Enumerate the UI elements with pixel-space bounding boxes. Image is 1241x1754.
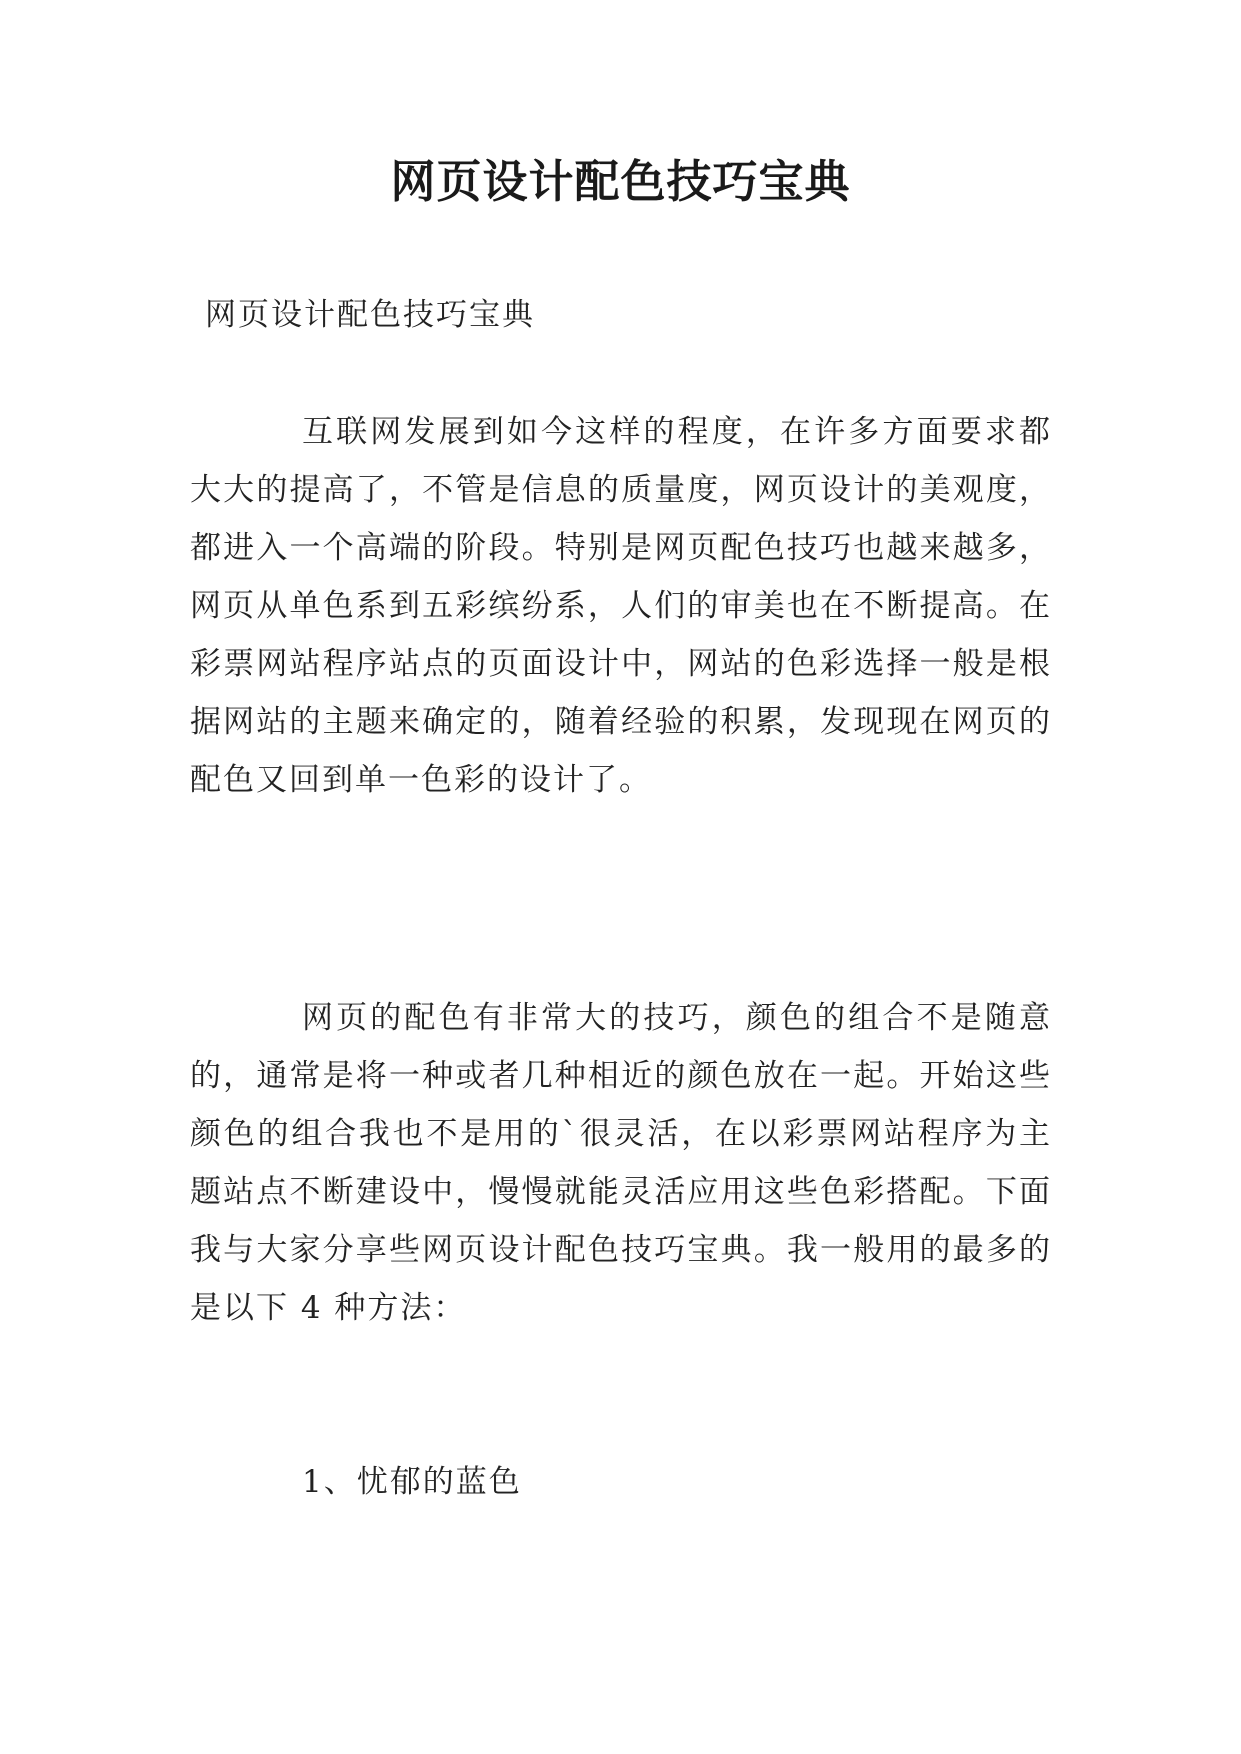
document-title: 网页设计配色技巧宝典	[390, 155, 851, 208]
document-subtitle: 网页设计配色技巧宝典	[205, 297, 535, 333]
paragraph-color-techniques: 网页的配色有非常大的技巧，颜色的组合不是随意的，通常是将一种或者几种相近的颜色放在一起。开始这些颜色的组合我也不是用的`很灵活，在以彩票网站程序为主题站点不断建设中，慢慢就能灵活应用这些色彩搭配。下面我与大家分享些网页设计配色技巧宝典。我一般用的最多的是以下 4 种方法：	[190, 1000, 1052, 1326]
paragraph-intro: 互联网发展到如今这样的程度，在许多方面要求都大大的提高了，不管是信息的质量度，网页设计的美观度，都进入一个高端的阶段。特别是网页配色技巧也越来越多，网页从单色系到五彩缤纷系，人们的审美也在不断提高。在彩票网站程序站点的页面设计中，网站的色彩选择一般是根据网站的主题来确定的，随着经验的积累，发现现在网页的配色又回到单一色彩的设计了。	[190, 414, 1052, 798]
list-item-melancholy-blue: 1、忧郁的蓝色	[302, 1464, 522, 1500]
